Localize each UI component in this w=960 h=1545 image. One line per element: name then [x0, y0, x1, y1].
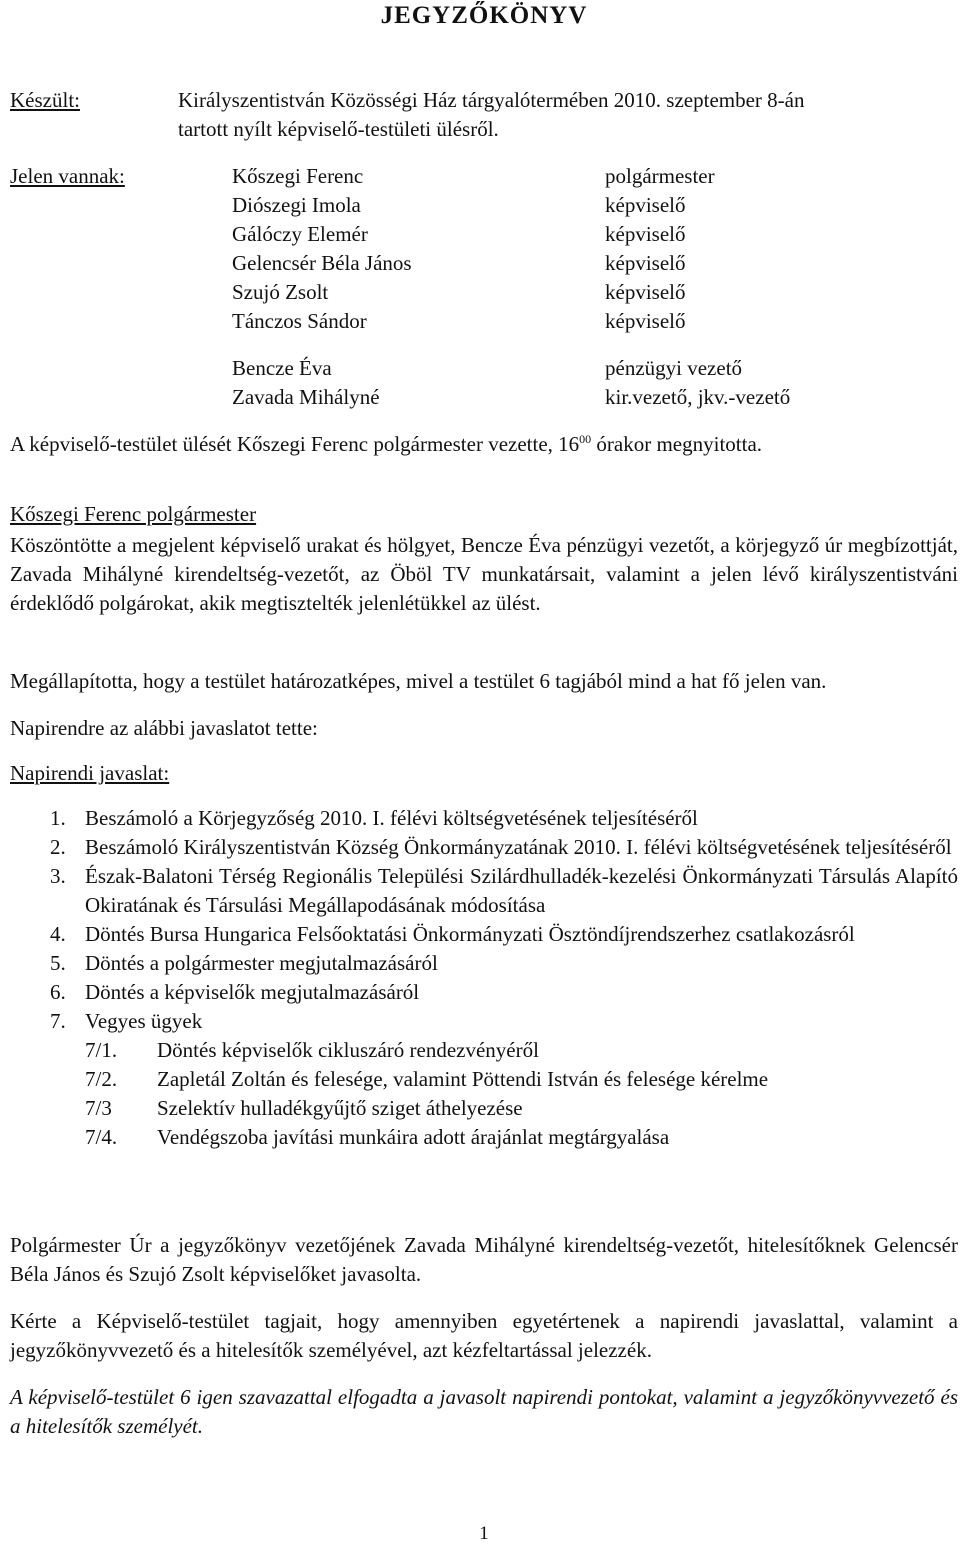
page-number: 1: [479, 1523, 489, 1544]
keszult-label: Készült:: [10, 88, 80, 112]
greeting-paragraph: Köszöntötte a megjelent képviselő urakat és hölgyet, Bencze Éva pénzügyi vezetőt, a körjegyző úr megbízottját, Zavada Mihályné kirendeltség-vezetőt, az Öböl TV munkatársait, valamint a jelen lévő királyszentistváni érdeklődő polgárokat, akik megtisztelték jelenlétükkel az ülést.: [10, 533, 958, 615]
agenda-list: [10, 804, 958, 1152]
agenda-item-text: Észak-Balatoni Térség Regionális Települési Szilárdhulladék-kezelési Önkormányzati Társulás Alapító Okiratának és Társulási Megállapodásának módosítása: [85, 864, 958, 917]
attendee-role: polgármester: [605, 164, 715, 188]
keszult-line1: Királyszentistván Közösségi Ház tárgyalótermében 2010. szeptember 8-án: [178, 88, 805, 112]
guest-name: Zavada Mihályné: [232, 385, 380, 409]
quorum-paragraph: Megállapította, hogy a testület határozatképes, mivel a testület 6 tagjából mind a hat fő jelen van.: [10, 669, 827, 693]
attendee-name: Szujó Zsolt: [232, 280, 329, 304]
agenda-subitem-number: 7/4.: [85, 1125, 118, 1149]
agenda-subitem-text: Zapletál Zoltán és felesége, valamint Pöttendi István és felesége kérelme: [157, 1067, 769, 1091]
agenda-item-number: 7.: [50, 1009, 66, 1033]
attendee-role: képviselő: [605, 309, 686, 333]
keszult-line2: tartott nyílt képviselő-testületi ülésről.: [178, 117, 499, 141]
attendee-role: képviselő: [605, 193, 686, 217]
recorder-proposal-paragraph: Polgármester Úr a jegyzőkönyv vezetőjének Zavada Mihályné kirendeltség-vezetőt, hitelesítőknek Gelencsér Béla János és Szujó Zsolt képviselőket javasolta.: [10, 1233, 958, 1286]
agenda-item-number: 5.: [50, 951, 66, 975]
agenda-item: [10, 949, 958, 978]
document-page: [10, 0, 958, 1545]
agenda-item-number: 3.: [50, 864, 66, 888]
attendees-label: Jelen vannak:: [10, 164, 125, 188]
guest-role: kir.vezető, jkv.-vezető: [605, 385, 791, 409]
attendee-name: Gelencsér Béla János: [232, 251, 412, 275]
agenda-item: [10, 862, 958, 920]
agenda-item: [10, 978, 958, 1007]
guest-name: Bencze Éva: [232, 356, 332, 380]
agenda-item-number: 4.: [50, 922, 66, 946]
attendee-role: képviselő: [605, 251, 686, 275]
agenda-item-number: 2.: [50, 835, 66, 859]
attendee-name: Kőszegi Ferenc: [232, 164, 364, 188]
agenda-heading: Napirendi javaslat:: [10, 761, 170, 785]
agenda-subitem-number: 7/2.: [85, 1067, 118, 1091]
agenda-subitem-number: 7/1.: [85, 1038, 118, 1062]
agenda-subitem-text: Vendégszoba javítási munkáira adott árajánlat megtárgyalása: [157, 1125, 670, 1149]
speaker-heading: Kőszegi Ferenc polgármester: [10, 502, 257, 526]
attendee-name: Tánczos Sándor: [232, 309, 367, 333]
opening-time-superscript: 00: [579, 432, 592, 446]
agenda-item-text: Beszámoló Királyszentistván Község Önkormányzatának 2010. I. félévi költségvetésének teljesítéséről: [85, 835, 952, 859]
attendee-role: képviselő: [605, 222, 686, 246]
agenda-item-text: Döntés a képviselők megjutalmazásáról: [85, 980, 420, 1004]
agenda-item: [10, 804, 958, 833]
attendee-name: Gálóczy Elemér: [232, 222, 368, 246]
opening-text: A képviselő-testület ülését Kőszegi Ferenc polgármester vezette, 16: [10, 432, 580, 456]
guest-role: pénzügyi vezető: [605, 356, 743, 380]
document-title: JEGYZŐKÖNYV: [380, 2, 588, 29]
agenda-item: [10, 920, 958, 949]
agenda-subitem-text: Szelektív hulladékgyűjtő sziget áthelyezése: [157, 1096, 523, 1120]
proposal-intro: Napirendre az alábbi javaslatot tette:: [10, 716, 318, 740]
agenda-item-text: Döntés Bursa Hungarica Felsőoktatási Önkormányzati Ösztöndíjrendszerhez csatlakozásról: [85, 922, 855, 946]
agenda-item-number: 6.: [50, 980, 66, 1004]
opening-statement: [10, 432, 762, 457]
agenda-item-text: Beszámoló a Körjegyzőség 2010. I. félévi költségvetésének teljesítéséről: [85, 806, 698, 830]
agenda-subitems: [85, 1036, 958, 1152]
attendee-name: Diószegi Imola: [232, 193, 361, 217]
agenda-subitem-number: 7/3: [85, 1096, 112, 1120]
opening-text-end: órakor megnyitotta.: [591, 432, 763, 456]
resolution-paragraph: A képviselő-testület 6 igen szavazattal elfogadta a javasolt napirendi pontokat, valamint a jegyzőkönyvvezető és a hitelesítők személyét.: [10, 1385, 958, 1438]
agenda-item-text: Döntés a polgármester megjutalmazásáról: [85, 951, 438, 975]
agenda-item: [10, 833, 958, 862]
agenda-item-number: 1.: [50, 806, 66, 830]
agenda-subitem-text: Döntés képviselők cikluszáró rendezvényéről: [157, 1038, 539, 1062]
agenda-item-text: Vegyes ügyek: [85, 1009, 203, 1033]
vote-request-paragraph: Kérte a Képviselő-testület tagjait, hogy amennyiben egyetértenek a napirendi javaslattal, valamint a jegyzőkönyvvezető és a hitelesítők személyével, azt kézfeltartással jelezzék.: [10, 1309, 958, 1362]
agenda-item: [10, 1007, 958, 1152]
attendee-role: képviselő: [605, 280, 686, 304]
